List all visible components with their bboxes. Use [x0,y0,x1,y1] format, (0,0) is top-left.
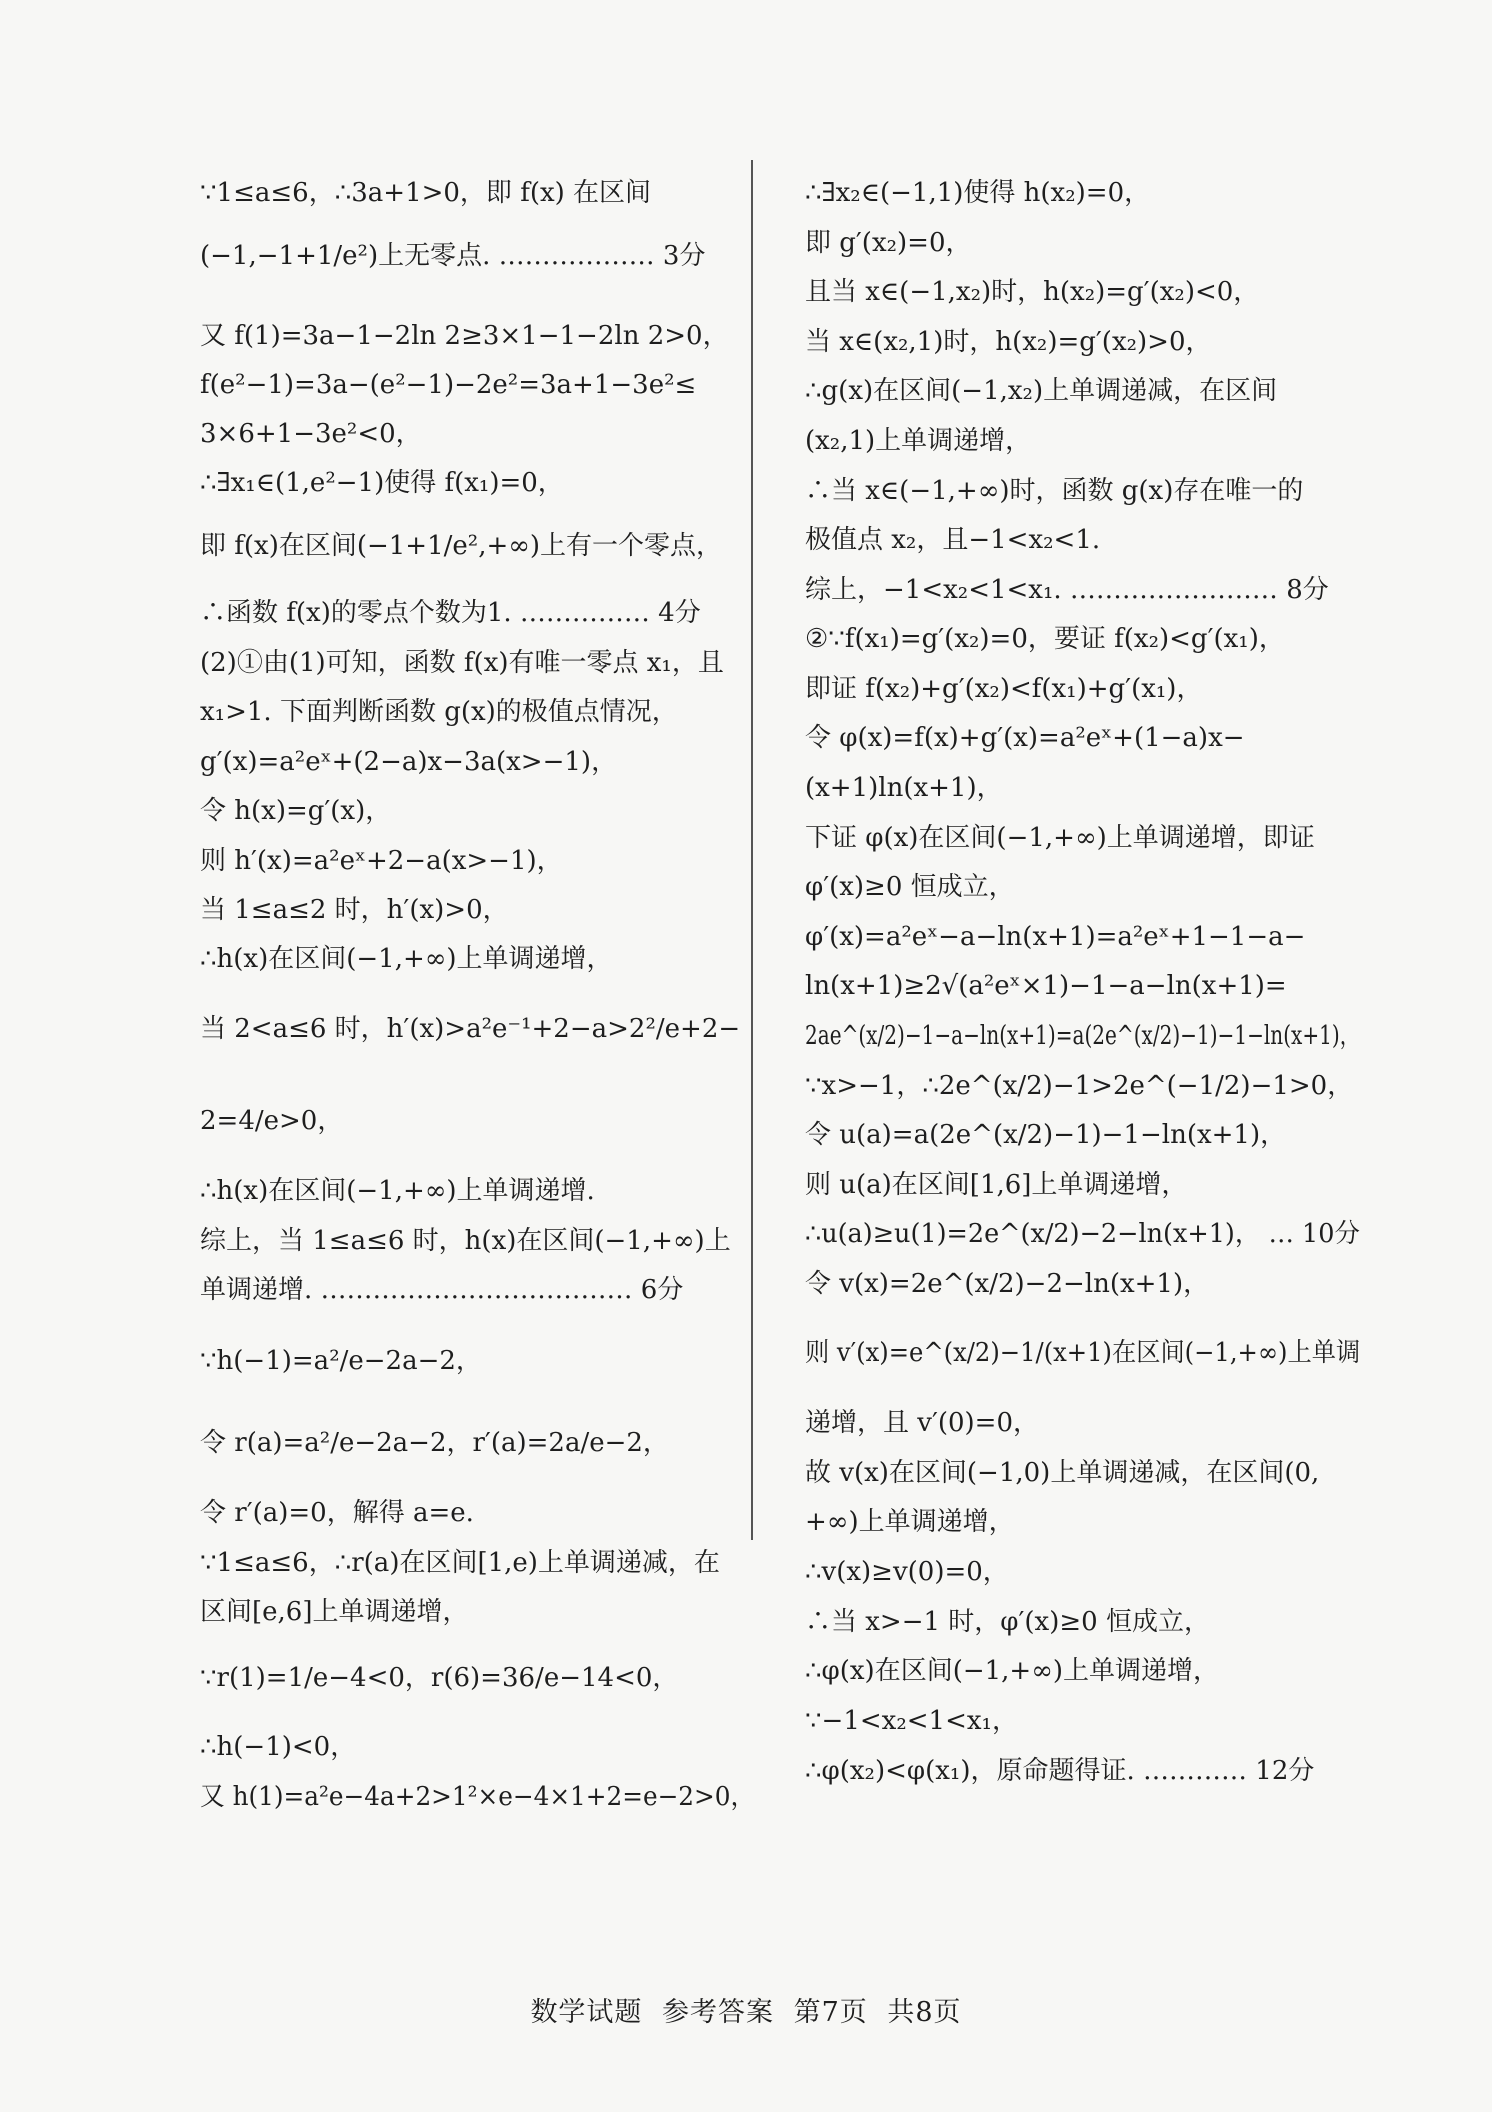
solution-line-text: 即 f(x)在区间(−1+1/e²,+∞)上有一个零点， [200,531,723,561]
solution-line-text: 则 u(a)在区间[1,6]上单调递增， [805,1170,1188,1200]
solution-line [805,916,1360,958]
solution-line-text: (x+1)ln(x+1)， [805,773,1003,803]
solution-line-text: 令 r(a)=a²/e−2a−2，r′(a)=2a/e−2， [200,1428,669,1458]
solution-line-text: φ′(x)≥0 恒成立， [805,872,1015,902]
solution-line [200,413,755,455]
solution-line [200,1726,755,1768]
solution-line [805,569,1360,611]
solution-line-text: ∴∃x₁∈(1,e²−1)使得 f(x₁)=0， [200,468,564,498]
solution-line [200,315,755,357]
solution-line [200,1591,755,1633]
solution-line [805,866,1360,908]
solution-line-text: 则 v′(x)=e^(x/2)−1/(x+1)在区间(−1,+∞)上单调 [805,1338,1361,1368]
solution-line-text: 3×6+1−3e²<0， [200,419,422,449]
solution-line [805,1213,1360,1255]
solution-line [805,767,1360,809]
solution-line [805,1700,1360,1742]
solution-line [805,1015,1360,1057]
solution-line-text: f(e²−1)=3a−(e²−1)−2e²=3a+1−3e²≤ [200,370,697,400]
solution-line-text: ∴h(x)在区间(−1,+∞)上单调递增. [200,1176,595,1206]
solution-line-text: 又 h(1)=a²e−4a+2>1²×e−4×1+2=e−2>0， [200,1782,756,1812]
solution-line-text: 单调递增. ……………………………… 6分 [200,1275,684,1305]
solution-line [805,1551,1360,1593]
solution-line [200,790,755,832]
solution-line-text: 令 h(x)=g′(x)， [200,796,392,826]
solution-line-text: (2)①由(1)可知，函数 f(x)有唯一零点 x₁，且 [200,648,724,678]
solution-line-text: (x₂,1)上单调递增， [805,426,1032,456]
solution-line [200,1657,755,1699]
solution-line-text: 令 v(x)=2e^(x/2)−2−ln(x+1)， [805,1269,1210,1299]
solution-line-text: 极值点 x₂，且−1<x₂<1. [805,525,1101,555]
solution-line-text: ∴v(x)≥v(0)=0， [805,1557,1009,1587]
solution-line [805,1501,1360,1543]
solution-line-text: ∵r(1)=1/e−4<0，r(6)=36/e−14<0， [200,1663,679,1693]
solution-line-text: 当 1≤a≤2 时，h′(x)>0， [200,895,509,925]
solution-line-text: 令 r′(a)=0，解得 a=e. [200,1498,474,1528]
solution-line-text: ∴h(−1)<0， [200,1732,357,1762]
solution-line [805,1065,1360,1107]
solution-line-text: 即 g′(x₂)=0， [805,228,972,258]
solution-line [200,1008,755,1050]
solution-line [200,1269,755,1311]
solution-line-text: (−1,−1+1/e²)上无零点. ……………… 3分 [200,241,706,271]
solution-line-text: ∴φ(x)在区间(−1,+∞)上单调递增， [805,1656,1220,1686]
solution-line [200,1422,755,1464]
solution-line [805,1164,1360,1206]
solution-line-text: ∴φ(x₂)<φ(x₁)，原命题得证. ………… 12分 [805,1756,1315,1786]
solution-line [805,1332,1360,1374]
solution-line-text: 又 f(1)=3a−1−2ln 2≥3×1−1−2ln 2>0， [200,321,729,351]
solution-line [805,618,1360,660]
solution-line [805,668,1360,710]
solution-line [200,1492,755,1534]
solution-line [200,840,755,882]
solution-line [805,370,1360,412]
solution-line-text: 区间[e,6]上单调递增， [200,1597,469,1627]
solution-line [805,1402,1360,1444]
solution-line [805,1601,1360,1643]
solution-line-text: φ′(x)=a²eˣ−a−ln(x+1)=a²eˣ+1−1−a− [805,922,1306,952]
solution-line [200,592,755,634]
solution-line [805,321,1360,363]
solution-line [805,420,1360,462]
solution-line [805,1650,1360,1692]
solution-line [805,1750,1360,1792]
solution-line-text: 且当 x∈(−1,x₂)时，h(x₂)=g′(x₂)<0， [805,277,1260,307]
column-divider [751,160,753,1540]
solution-line [805,717,1360,759]
solution-line-text: ∴u(a)≥u(1)=2e^(x/2)−2−ln(x+1)， … 10分 [805,1219,1360,1249]
solution-line-text: ∴函数 f(x)的零点个数为1. …………… 4分 [200,598,701,628]
solution-line [200,1220,755,1262]
solution-line [200,889,755,931]
solution-line-text: 当 x∈(x₂,1)时，h(x₂)=g′(x₂)>0， [805,327,1212,357]
solution-line [805,1114,1360,1156]
solution-line-text: 综上，−1<x₂<1<x₁. …………………… 8分 [805,575,1329,605]
solution-line-text: 令 φ(x)=f(x)+g′(x)=a²eˣ+(1−a)x− [805,723,1245,753]
solution-line [805,271,1360,313]
solution-line [200,938,755,980]
page-footer: 数学试题 参考答案 第7页 共8页 [530,1997,962,2028]
solution-line-text: 即证 f(x₂)+g′(x₂)<f(x₁)+g′(x₁)， [805,674,1203,704]
solution-line [805,817,1360,859]
solution-line-text: ∵1≤a≤6，∴r(a)在区间[1,e)上单调递减，在 [200,1548,720,1578]
solution-line [200,642,755,684]
solution-line-text: ∴h(x)在区间(−1,+∞)上单调递增， [200,944,613,974]
solution-line-text: x₁>1. 下面判断函数 g(x)的极值点情况， [200,697,678,727]
solution-line [200,525,755,567]
solution-line-text: 故 v(x)在区间(−1,0)上单调递减，在区间(0, [805,1458,1320,1488]
solution-line [200,462,755,504]
solution-line-text: ln(x+1)≥2√(a²eˣ×1)−1−a−ln(x+1)= [805,971,1287,1001]
solution-line [805,470,1360,512]
solution-line-text: ∵h(−1)=a²/e−2a−2， [200,1346,482,1376]
solution-line [200,1542,755,1584]
solution-line-text: 下证 φ(x)在区间(−1,+∞)上单调递增，即证 [805,823,1315,853]
solution-line-text: 2=4/e>0， [200,1106,344,1136]
solution-line-text: ∵x>−1，∴2e^(x/2)−1>2e^(−1/2)−1>0， [805,1071,1354,1101]
solution-line [805,965,1360,1007]
solution-line-text: g′(x)=a²eˣ+(2−a)x−3a(x>−1)， [200,747,618,777]
solution-line [200,1100,755,1142]
solution-line-text: +∞)上单调递增， [805,1507,1015,1537]
solution-line-text: 令 u(a)=a(2e^(x/2)−1)−1−ln(x+1)， [805,1120,1287,1150]
solution-line [200,235,755,277]
solution-line-text: ∴∃x₂∈(−1,1)使得 h(x₂)=0， [805,178,1151,208]
solution-line-text: ∴当 x>−1 时，φ′(x)≥0 恒成立， [805,1607,1210,1637]
solution-line [805,519,1360,561]
solution-line-text: ②∵f(x₁)=g′(x₂)=0，要证 f(x₂)<g′(x₁)， [805,624,1285,654]
solution-line [805,1452,1360,1494]
solution-line-text: ∵1≤a≤6，∴3a+1>0，即 f(x) 在区间 [200,178,652,208]
solution-line [200,364,755,406]
solution-line [200,1776,755,1818]
solution-line-text: 2ae^(x/2)−1−a−ln(x+1)=a(2e^(x/2)−1)−1−ln(x+1)， [805,1021,1360,1051]
solution-line-text: ∴当 x∈(−1,+∞)时，函数 g(x)存在唯一的 [805,476,1304,506]
solution-line [805,172,1360,214]
solution-line [200,172,755,214]
solution-line-text: 则 h′(x)=a²eˣ+2−a(x>−1)， [200,846,563,876]
solution-line-text: 递增，且 v′(0)=0， [805,1408,1040,1438]
solution-line [200,1340,755,1382]
solution-line [805,1263,1360,1305]
solution-line-text: ∴g(x)在区间(−1,x₂)上单调递减，在区间 [805,376,1278,406]
solution-line-text: 当 2<a≤6 时，h′(x)>a²e⁻¹+2−a>2²/e+2− [200,1014,741,1044]
solution-line-text: 综上，当 1≤a≤6 时，h(x)在区间(−1,+∞)上 [200,1226,731,1256]
solution-line-text: ∵−1<x₂<1<x₁， [805,1706,1018,1736]
solution-line [805,222,1360,264]
solution-line [200,1170,755,1212]
solution-line [200,741,755,783]
solution-line [200,691,755,733]
